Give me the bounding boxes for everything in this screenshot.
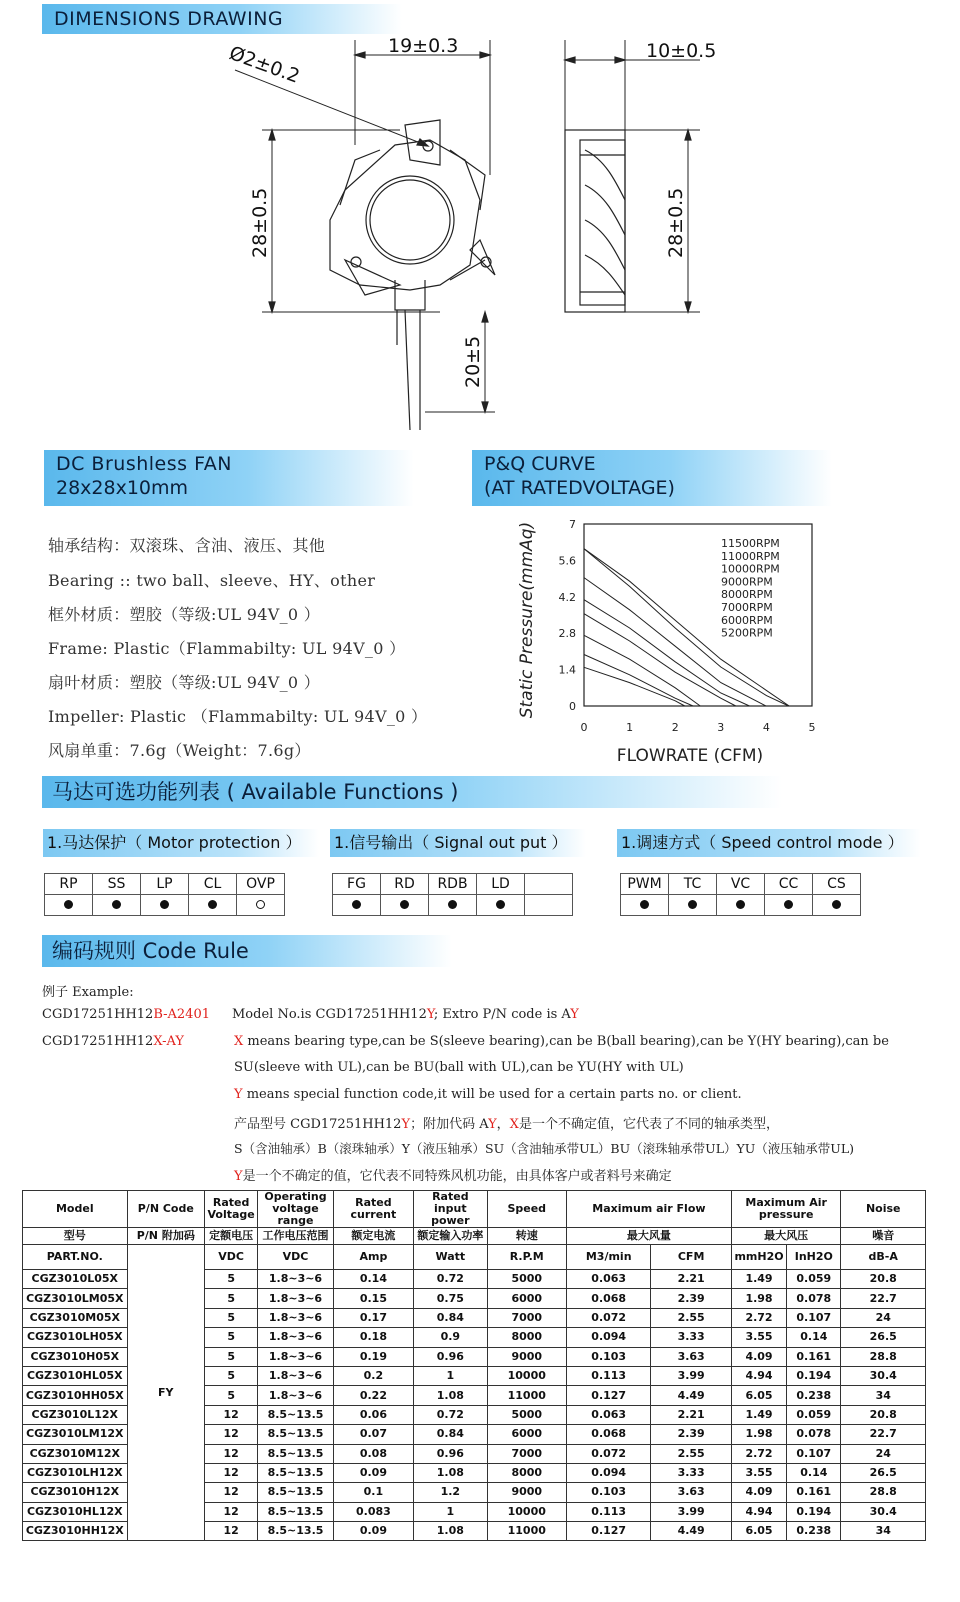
table-cell: 1.08: [414, 1463, 487, 1482]
table-cell: 12: [205, 1425, 258, 1444]
table-cell: 0.194: [787, 1502, 841, 1521]
fn-col: LD: [477, 874, 525, 895]
table-cell: 26.5: [841, 1328, 926, 1347]
table-cell: 3.55: [731, 1328, 786, 1347]
table-cell: 0.06: [333, 1405, 413, 1424]
table-cell: 9000: [487, 1483, 566, 1502]
table-cell: 28.8: [841, 1347, 926, 1366]
fn-col: FG: [333, 874, 381, 895]
table-cell: 7000: [487, 1444, 566, 1463]
fn-col: LP: [141, 874, 189, 895]
th-cn: P/N 附加码: [127, 1228, 204, 1245]
example-label: 例子 Example:: [42, 985, 134, 1000]
dot-mark-icon: [160, 900, 169, 909]
y-tick-label: 2.8: [558, 627, 576, 641]
x-tick-label: 2: [671, 721, 679, 734]
dim-height-side-label: 28±0.5: [665, 187, 687, 258]
table-cell: 24: [841, 1308, 926, 1327]
table-cell: 0.127: [566, 1386, 650, 1405]
th-input-power: Rated input power: [414, 1191, 487, 1228]
th-cn: 额定输入功率: [414, 1228, 487, 1245]
table-cell: 1.8~3~6: [258, 1289, 333, 1308]
pn-code-cell: FY: [127, 1245, 204, 1541]
fn-col: PWM: [621, 874, 669, 895]
spec-bearing-en: Bearing :: two ball、sleeve、HY、other: [48, 571, 376, 590]
table-cell: 1.08: [414, 1386, 487, 1405]
th-cn: 最大风压: [731, 1228, 841, 1245]
table-cell: 0.84: [414, 1308, 487, 1327]
y-tick-label: 7: [569, 518, 576, 531]
table-cell: 0.19: [333, 1347, 413, 1366]
th-rated-current: Rated current: [333, 1191, 413, 1228]
cn-line-3: Y是一个不确定的值，它代表不同特殊风机功能，由具体客户或者料号来确定: [234, 1169, 672, 1184]
cn-line-2: S（含油轴承）B（滚珠轴承）Y（液压轴承）SU（含油轴承带UL）BU（滚珠轴承带UL）YU（液压轴承带UL): [234, 1141, 854, 1156]
pq-chart: [500, 510, 830, 770]
part-number-cell: CGZ3010H05X: [23, 1347, 128, 1366]
table-cell: 0.083: [333, 1502, 413, 1521]
table-cell: 2.72: [731, 1308, 786, 1327]
table-cell: 2.72: [731, 1444, 786, 1463]
table-cell: 12: [205, 1405, 258, 1424]
table-cell: 2.21: [651, 1270, 731, 1289]
fn-col: OVP: [237, 874, 285, 895]
table-cell: 5000: [487, 1270, 566, 1289]
table-cell: 8.5~13.5: [258, 1502, 333, 1521]
spec-weight: 风扇单重：7.6g（Weight：7.6g）: [48, 741, 311, 760]
dot-mark-icon: [688, 900, 697, 909]
table-cell: 8000: [487, 1328, 566, 1347]
table-cell: 0.14: [787, 1328, 841, 1347]
table-cell: 0.103: [566, 1347, 650, 1366]
x-tick-label: 1: [626, 721, 634, 734]
signal-output-table: [332, 873, 573, 916]
fn-col: RP: [45, 874, 93, 895]
table-cell: 12: [205, 1463, 258, 1482]
example-code-1: CGD17251HH12B-A2401: [42, 1007, 210, 1022]
part-number-cell: CGZ3010HL12X: [23, 1502, 128, 1521]
table-cell: 5000: [487, 1405, 566, 1424]
part-number-cell: CGZ3010LH12X: [23, 1463, 128, 1482]
dimensions-drawing: [0, 0, 960, 440]
table-cell: 0.72: [414, 1405, 487, 1424]
table-cell: 6.05: [731, 1386, 786, 1405]
table-cell: 0.96: [414, 1444, 487, 1463]
table-cell: 30.4: [841, 1502, 926, 1521]
table-cell: 0.07: [333, 1425, 413, 1444]
table-cell: 1.98: [731, 1289, 786, 1308]
part-number-cell: CGZ3010HH05X: [23, 1386, 128, 1405]
product-name: DC Brushless FAN: [56, 453, 232, 475]
table-cell: 2.55: [651, 1308, 731, 1327]
part-number-cell: CGZ3010LH05X: [23, 1328, 128, 1347]
table-cell: 0.84: [414, 1425, 487, 1444]
table-cell: 22.7: [841, 1289, 926, 1308]
th-pn: P/N Code: [127, 1191, 204, 1228]
side-view: [565, 130, 625, 312]
fn-col: VC: [717, 874, 765, 895]
th-noise: Noise: [841, 1191, 926, 1228]
part-number-cell: CGZ3010LM12X: [23, 1425, 128, 1444]
unit-cell: CFM: [651, 1245, 731, 1270]
dot-mark-icon: [784, 900, 793, 909]
dimensions-banner-label: DIMENSIONS DRAWING: [54, 8, 284, 30]
y-tick-label: 1.4: [558, 663, 576, 677]
table-cell: 5: [205, 1386, 258, 1405]
dot-mark-icon: [640, 900, 649, 909]
table-cell: 5: [205, 1270, 258, 1289]
table-cell: 4.49: [651, 1522, 731, 1541]
unit-cell: Watt: [414, 1245, 487, 1270]
dim-thickness-label: 10±0.5: [646, 40, 717, 62]
unit-cell: VDC: [258, 1245, 333, 1270]
y-tick-label: 0: [569, 700, 576, 713]
dim-width-label: 19±0.3: [388, 35, 459, 57]
pq-banner: [472, 450, 832, 506]
units-row: [23, 1245, 926, 1270]
motor-marks: [45, 895, 285, 916]
table-cell: 1.8~3~6: [258, 1366, 333, 1385]
ring-mark-icon: [256, 900, 265, 909]
x-tick-label: 0: [580, 721, 588, 734]
part-number-cell: CGZ3010L05X: [23, 1270, 128, 1289]
dot-mark-icon: [736, 900, 745, 909]
table-cell: 0.094: [566, 1463, 650, 1482]
th-cn: 工作电压范围: [258, 1228, 333, 1245]
unit-cell: Amp: [333, 1245, 413, 1270]
pq-subtitle: (AT RATEDVOLTAGE): [484, 477, 675, 499]
th-cn: 型号: [23, 1228, 128, 1245]
table-cell: 0.22: [333, 1386, 413, 1405]
unit-cell: InH2O: [787, 1245, 841, 1270]
th-cn: 定额电压: [205, 1228, 258, 1245]
table-cell: 0.194: [787, 1366, 841, 1385]
table-cell: 34: [841, 1522, 926, 1541]
part-number-cell: CGZ3010M12X: [23, 1444, 128, 1463]
th-cn: 最大风量: [566, 1228, 731, 1245]
table-cell: 5: [205, 1328, 258, 1347]
table-cell: 5: [205, 1289, 258, 1308]
table-cell: 4.94: [731, 1366, 786, 1385]
table-cell: 12: [205, 1483, 258, 1502]
functions-banner: [42, 776, 782, 808]
speed-marks: [621, 895, 861, 916]
table-cell: 24: [841, 1444, 926, 1463]
table-cell: 0.14: [787, 1463, 841, 1482]
spec-frame-cn: 框外材质：塑胶（等级:UL 94V_0 ）: [48, 605, 321, 624]
table-cell: 3.33: [651, 1328, 731, 1347]
table-cell: 0.113: [566, 1502, 650, 1521]
table-cell: 0.161: [787, 1347, 841, 1366]
table-cell: 0.96: [414, 1347, 487, 1366]
table-cell: 6000: [487, 1425, 566, 1444]
table-cell: 1.8~3~6: [258, 1308, 333, 1327]
table-cell: 0.15: [333, 1289, 413, 1308]
x-tick-label: 5: [808, 721, 816, 734]
th-cn: 噪音: [841, 1228, 926, 1245]
signal-marks: [333, 895, 573, 916]
table-cell: 1.8~3~6: [258, 1328, 333, 1347]
table-cell: 0.063: [566, 1270, 650, 1289]
table-cell: 4.49: [651, 1386, 731, 1405]
table-cell: 8.5~13.5: [258, 1522, 333, 1541]
table-cell: 0.072: [566, 1444, 650, 1463]
table-cell: 2.39: [651, 1425, 731, 1444]
part-number-cell: CGZ3010L12X: [23, 1405, 128, 1424]
table-cell: 8000: [487, 1463, 566, 1482]
table-cell: 7000: [487, 1308, 566, 1327]
table-cell: 0.068: [566, 1425, 650, 1444]
legend-entry: 11000RPM: [721, 549, 780, 563]
table-cell: 6000: [487, 1289, 566, 1308]
speed-control-title: 1.调速方式（ Speed control mode ）: [617, 829, 921, 857]
th-cn: 转速: [487, 1228, 566, 1245]
table-cell: 28.8: [841, 1483, 926, 1502]
cn-line-1: 产品型号 CGD17251HH12Y；附加代码 AY，X是一个不确定值，它代表了不同的轴承类型，: [234, 1117, 779, 1132]
dot-mark-icon: [832, 900, 841, 909]
table-cell: 1.8~3~6: [258, 1386, 333, 1405]
table-cell: 0.107: [787, 1308, 841, 1327]
table-cell: 0.068: [566, 1289, 650, 1308]
table-cell: 0.75: [414, 1289, 487, 1308]
th-pressure: Maximum Air pressure: [731, 1191, 841, 1228]
motor-protection-title: 1.马达保护（ Motor protection ）: [43, 829, 319, 857]
table-cell: 8.5~13.5: [258, 1463, 333, 1482]
table-cell: 9000: [487, 1347, 566, 1366]
th-airflow: Maximum air Flow: [566, 1191, 731, 1228]
pq-xlabel: FLOWRATE (CFM): [616, 746, 764, 766]
table-cell: 0.063: [566, 1405, 650, 1424]
table-cell: 3.33: [651, 1463, 731, 1482]
pq-series-line: [584, 635, 700, 706]
table-cell: 22.7: [841, 1425, 926, 1444]
dot-mark-icon: [448, 900, 457, 909]
x-explain-1: X means bearing type,can be S(sleeve bearing),can be B(ball bearing),can be Y(HY bearing),can be: [234, 1034, 889, 1049]
table-cell: 0.072: [566, 1308, 650, 1327]
table-cell: 0.094: [566, 1328, 650, 1347]
table-cell: 0.14: [333, 1270, 413, 1289]
table-cell: 12: [205, 1502, 258, 1521]
motor-protection-table: [44, 873, 285, 916]
table-cell: 0.103: [566, 1483, 650, 1502]
table-cell: 0.113: [566, 1366, 650, 1385]
table-cell: 26.5: [841, 1463, 926, 1482]
table-cell: 1.49: [731, 1270, 786, 1289]
product-size: 28x28x10mm: [56, 477, 189, 499]
dot-mark-icon: [496, 900, 505, 909]
table-cell: 0.127: [566, 1522, 650, 1541]
table-cell: 1.2: [414, 1483, 487, 1502]
table-cell: 5: [205, 1347, 258, 1366]
table-cell: 1.08: [414, 1522, 487, 1541]
table-cell: 1: [414, 1366, 487, 1385]
table-cell: 6.05: [731, 1522, 786, 1541]
dot-mark-icon: [400, 900, 409, 909]
legend-entry: 5200RPM: [721, 626, 773, 640]
table-cell: 0.09: [333, 1522, 413, 1541]
header-row-en: [23, 1191, 926, 1228]
pq-series-line: [584, 667, 685, 706]
table-cell: 8.5~13.5: [258, 1405, 333, 1424]
table-cell: 0.2: [333, 1366, 413, 1385]
table-cell: 0.72: [414, 1270, 487, 1289]
table-cell: 2.55: [651, 1444, 731, 1463]
table-cell: 2.39: [651, 1289, 731, 1308]
pq-legend: [721, 537, 780, 640]
signal-output-title: 1.信号输出（ Signal out put ）: [330, 829, 586, 857]
table-cell: 30.4: [841, 1366, 926, 1385]
table-cell: 3.99: [651, 1502, 731, 1521]
spec-frame-en: Frame: Plastic（Flammabilty: UL 94V_0 ）: [48, 639, 406, 658]
table-cell: 0.08: [333, 1444, 413, 1463]
fn-col: SS: [93, 874, 141, 895]
example-code-2: CGD17251HH12X-AY: [42, 1034, 184, 1049]
unit-cell: R.P.M: [487, 1245, 566, 1270]
x-tick-label: 4: [762, 721, 770, 734]
table-cell: 0.059: [787, 1405, 841, 1424]
table-cell: 12: [205, 1522, 258, 1541]
model-line: Model No.is CGD17251HH12Y; Extro P/N code is AY: [232, 1007, 579, 1022]
y-tick-label: 4.2: [558, 590, 576, 604]
fn-col: TC: [669, 874, 717, 895]
fn-col: CS: [813, 874, 861, 895]
table-cell: 0.161: [787, 1483, 841, 1502]
y-explain: Y means special function code,it will be used for a certain parts no. or client.: [234, 1087, 742, 1102]
x-explain-2: SU(sleeve with UL),can be BU(ball with UL),can be YU(HY with UL): [234, 1060, 684, 1075]
spec-impeller-en: Impeller: Plastic （Flammabilty: UL 94V_0 ）: [48, 707, 428, 726]
spec-bearing-cn: 轴承结构：双滚珠、含油、液压、其他: [48, 536, 326, 555]
table-cell: 8.5~13.5: [258, 1425, 333, 1444]
table-cell: 4.09: [731, 1483, 786, 1502]
legend-entry: 7000RPM: [721, 601, 773, 614]
part-number-cell: CGZ3010M05X: [23, 1308, 128, 1327]
functions-banner-label: 马达可选功能列表 ( Available Functions ): [52, 780, 459, 804]
table-cell: 20.8: [841, 1270, 926, 1289]
table-cell: 0.059: [787, 1270, 841, 1289]
table-cell: 3.63: [651, 1483, 731, 1502]
unit-cell: dB-A: [841, 1245, 926, 1270]
spec-impeller-cn: 扇叶材质：塑胶（等级:UL 94V_0 ）: [48, 673, 321, 692]
table-cell: 0.9: [414, 1328, 487, 1347]
legend-entry: 6000RPM: [721, 613, 773, 627]
unit-cell: M3/min: [566, 1245, 650, 1270]
table-cell: 10000: [487, 1502, 566, 1521]
table-cell: 0.18: [333, 1328, 413, 1347]
table-cell: 4.94: [731, 1502, 786, 1521]
th-cn: 额定电流: [333, 1228, 413, 1245]
table-cell: 1.98: [731, 1425, 786, 1444]
y-tick-label: 5.6: [558, 554, 576, 568]
code-rule-banner: [42, 935, 452, 967]
table-cell: 1.8~3~6: [258, 1347, 333, 1366]
fn-col: RDB: [429, 874, 477, 895]
unit-cell: PART.NO.: [23, 1245, 128, 1270]
pq-ylabel: Static Pressure(mmAq): [517, 521, 537, 719]
product-banner: [44, 450, 414, 506]
legend-entry: 9000RPM: [721, 575, 773, 589]
dim-height-front-label: 28±0.5: [249, 187, 271, 258]
part-number-cell: CGZ3010HH12X: [23, 1522, 128, 1541]
th-voltage-range: Operating voltage range: [258, 1191, 333, 1228]
table-cell: 11000: [487, 1522, 566, 1541]
fn-col: CC: [765, 874, 813, 895]
table-cell: 0.238: [787, 1386, 841, 1405]
legend-entry: 8000RPM: [721, 588, 773, 602]
unit-cell: mmH2O: [731, 1245, 786, 1270]
legend-entry: 10000RPM: [721, 562, 780, 576]
th-rated-voltage: Rated Voltage: [205, 1191, 258, 1228]
table-cell: 5: [205, 1308, 258, 1327]
table-cell: 0.078: [787, 1289, 841, 1308]
table-cell: 8.5~13.5: [258, 1444, 333, 1463]
unit-cell: VDC: [205, 1245, 258, 1270]
table-cell: 10000: [487, 1366, 566, 1385]
header-row-cn: [23, 1228, 926, 1245]
dim-wire-label: 20±5: [462, 335, 484, 388]
fn-col: [525, 874, 573, 895]
part-number-cell: CGZ3010LM05X: [23, 1289, 128, 1308]
table-cell: 5: [205, 1366, 258, 1385]
dot-mark-icon: [352, 900, 361, 909]
table-cell: 0.09: [333, 1463, 413, 1482]
fn-col: RD: [381, 874, 429, 895]
table-cell: 34: [841, 1386, 926, 1405]
table-cell: 3.55: [731, 1463, 786, 1482]
dim-hole-label: Ø2±0.2: [226, 42, 303, 88]
table-cell: 3.99: [651, 1366, 731, 1385]
product-table: [22, 1190, 926, 1541]
speed-control-table: [620, 873, 861, 916]
table-cell: 11000: [487, 1386, 566, 1405]
table-cell: 2.21: [651, 1405, 731, 1424]
table-cell: 0.078: [787, 1425, 841, 1444]
legend-entry: 11500RPM: [721, 537, 780, 550]
part-number-cell: CGZ3010H12X: [23, 1483, 128, 1502]
th-speed: Speed: [487, 1191, 566, 1228]
table-cell: 0.238: [787, 1522, 841, 1541]
x-tick-label: 3: [717, 721, 725, 734]
table-cell: 0.1: [333, 1483, 413, 1502]
table-cell: 3.63: [651, 1347, 731, 1366]
table-cell: 8.5~13.5: [258, 1483, 333, 1502]
table-cell: 0.107: [787, 1444, 841, 1463]
table-cell: 1: [414, 1502, 487, 1521]
table-cell: 12: [205, 1444, 258, 1463]
dot-mark-icon: [112, 900, 121, 909]
table-cell: 1.8~3~6: [258, 1270, 333, 1289]
table-cell: 1.49: [731, 1405, 786, 1424]
table-cell: 4.09: [731, 1347, 786, 1366]
dot-mark-icon: [64, 900, 73, 909]
th-model: Model: [23, 1191, 128, 1228]
part-number-cell: CGZ3010HL05X: [23, 1366, 128, 1385]
pq-title: P&Q CURVE: [484, 453, 596, 475]
fn-col: CL: [189, 874, 237, 895]
code-rule-banner-label: 编码规则 Code Rule: [52, 939, 249, 963]
table-cell: 0.17: [333, 1308, 413, 1327]
table-cell: 20.8: [841, 1405, 926, 1424]
dot-mark-icon: [208, 900, 217, 909]
